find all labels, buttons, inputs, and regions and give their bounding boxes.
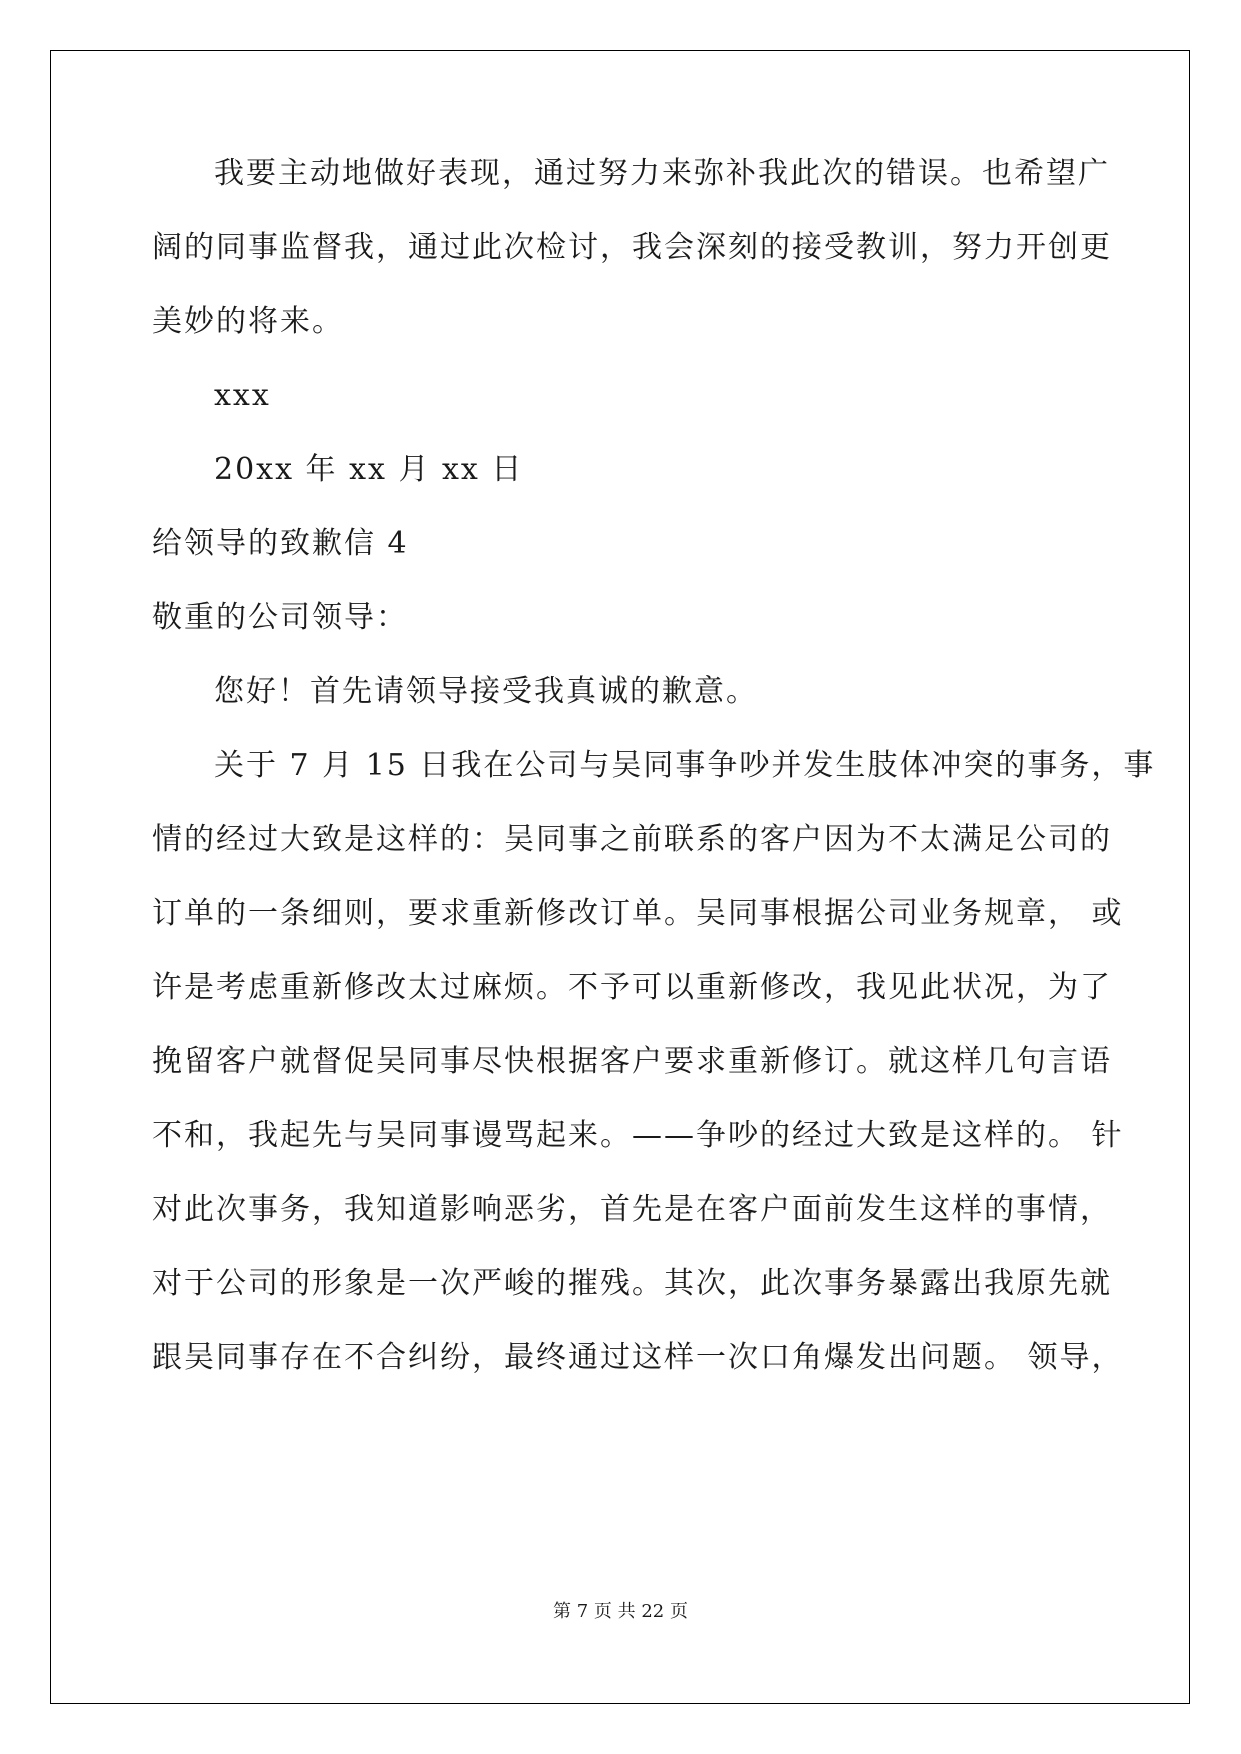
paragraph-line: 对于公司的形象是一次严峻的摧残。其次，此次事务暴露出我原先就 [152,1266,1112,1301]
paragraph-line: 美妙的将来。 [152,304,344,339]
signature-date: 20xx 年 xx 月 xx 日 [214,452,524,487]
paragraph-line: 对此次事务，我知道影响恶劣，首先是在客户面前发生这样的事情， [152,1192,1112,1227]
paragraph-line: 关于 7 月 15 日我在公司与吴同事争吵并发生肢体冲突的事务，事 [214,748,1156,783]
paragraph-line: 情的经过大致是这样的：吴同事之前联系的客户因为不太满足公司的 [152,822,1112,857]
paragraph-line: 我要主动地做好表现，通过努力来弥补我此次的错误。也希望广 [214,156,1110,191]
paragraph-line: 您好！首先请领导接受我真诚的歉意。 [214,674,758,709]
section-heading: 给领导的致歉信 4 [152,526,409,561]
paragraph-line: 不和，我起先与吴同事谩骂起来。——争吵的经过大致是这样的。 针 [152,1118,1124,1153]
paragraph-line: 挽留客户就督促吴同事尽快根据客户要求重新修订。就这样几句言语 [152,1044,1112,1079]
signature-name: xxx [214,378,271,413]
paragraph-line: 许是考虑重新修改太过麻烦。不予可以重新修改，我见此状况，为了 [152,970,1112,1005]
paragraph-line: 跟吴同事存在不合纠纷，最终通过这样一次口角爆发出问题。 领导， [152,1340,1124,1375]
paragraph-line: 阔的同事监督我，通过此次检讨，我会深刻的接受教训，努力开创更 [152,230,1112,265]
salutation: 敬重的公司领导： [152,600,408,635]
page-frame [50,50,1190,1704]
paragraph-line: 订单的一条细则，要求重新修改订单。吴同事根据公司业务规章， 或 [152,896,1124,931]
page-number-footer: 第 7 页 共 22 页 [553,1601,688,1622]
